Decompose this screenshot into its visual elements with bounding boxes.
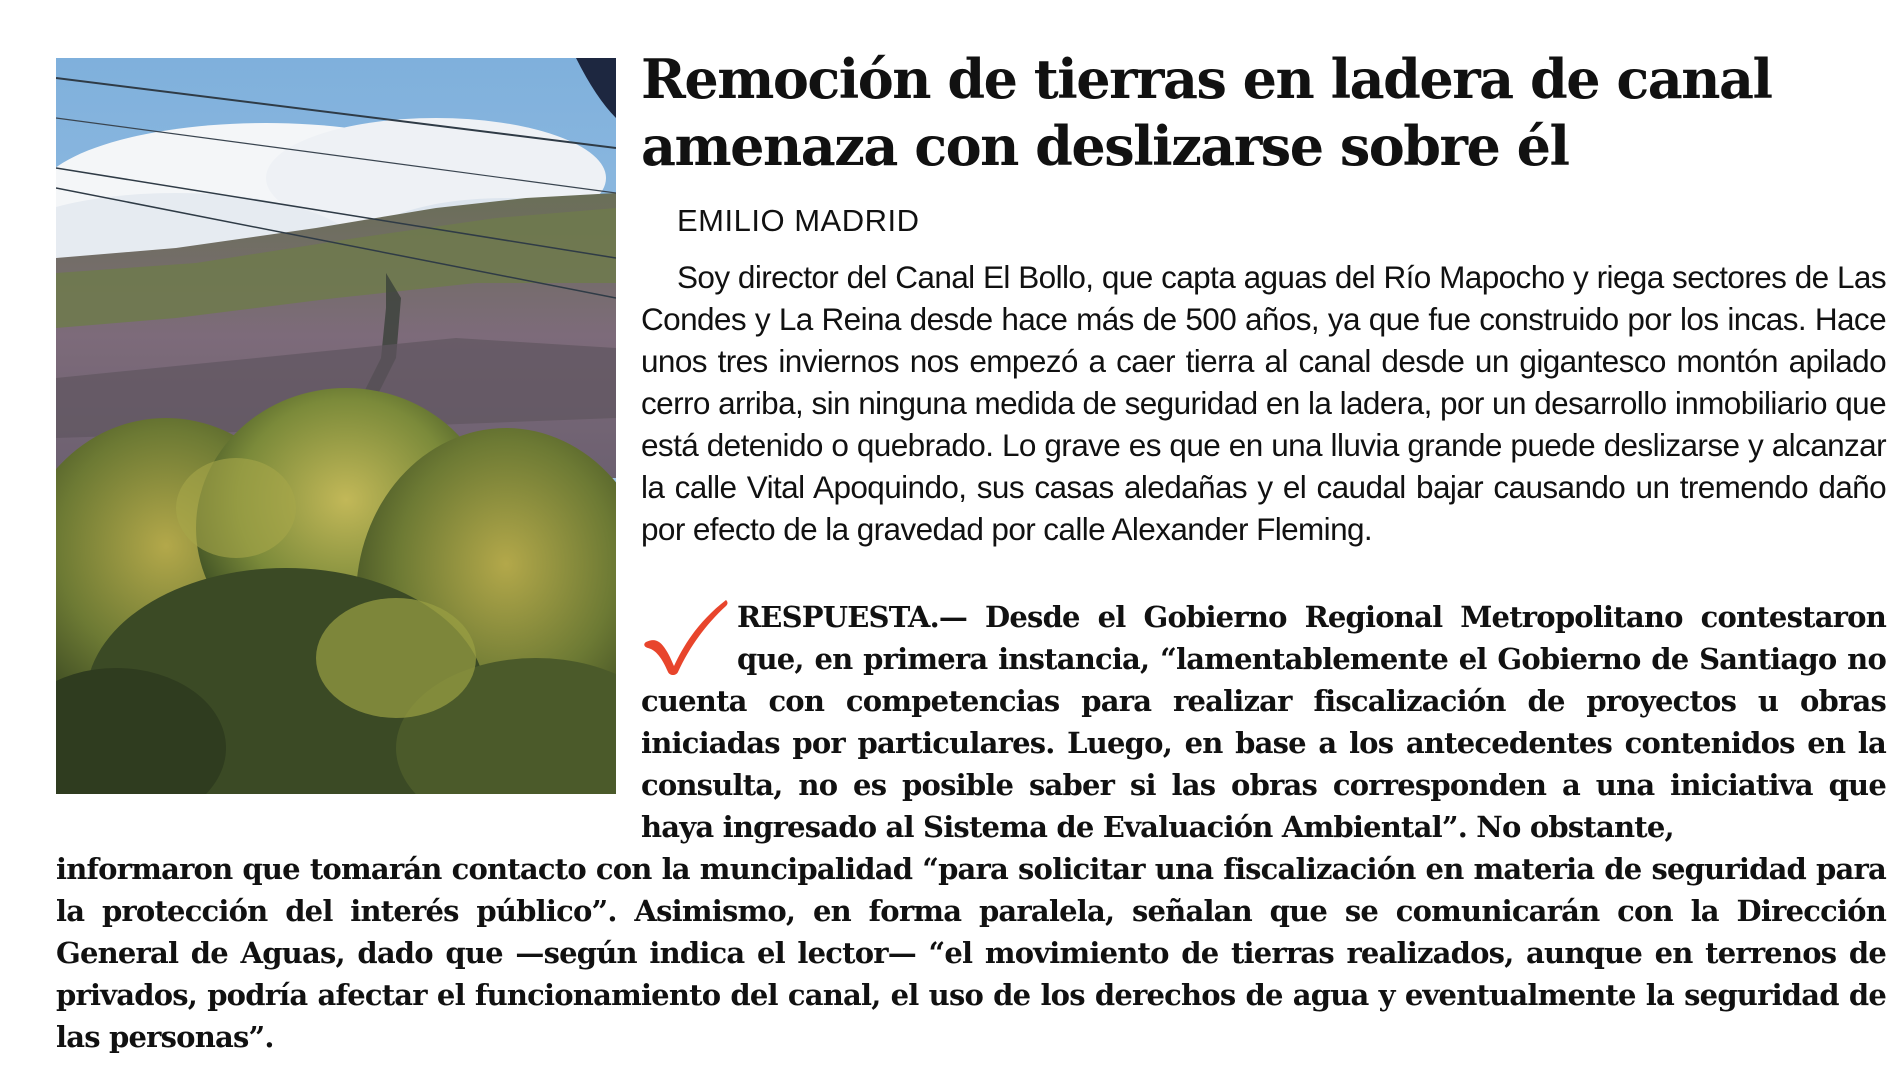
response-text-continued: informaron que tomarán contacto con la muncipalidad “para solicitar una fiscalización en materia de seguridad para la protección del interés público”. Asimismo, en forma paralela, señalan que se comunicarán con la Dirección General de Aguas, dado que —según indica el lector— “el movimiento de tierras realizados, aunque en terrenos de privados, podría afectar el funcionamiento del canal, el uso de los derechos de agua y eventualmente la seguridad de las personas”. [56, 852, 1886, 1054]
response-text [641, 596, 1886, 848]
hillside-photo [56, 58, 616, 794]
response-text-part1: RESPUESTA.— Desde el Gobierno Regional Metropolitano contestaron que, en primera instancia, “lamentablemente el Gobierno de Santiago no cuenta con competencias para realizar fiscalización de proyectos u obras iniciadas por particulares. Luego, en base a los antecedentes contenidos en la consulta, no es posible saber si las obras corresponden a una iniciativa que haya ingresado al Sistema de Evaluación Ambiental”. No obstante, [641, 600, 1886, 844]
headline: Remoción de tierras en ladera de canal amenaza con deslizarse sobre él [641, 47, 1772, 178]
hillside-photo-image [56, 58, 616, 794]
author-byline: EMILIO MADRID [677, 203, 920, 238]
reader-letter: Soy director del Canal El Bollo, que capta aguas del Río Mapocho y riega sectores de Las Condes y La Reina desde hace más de 500 años, ya que fue construido por los incas. Hace unos tres inviernos nos empezó a caer tierra al canal desde un gigantesco montón apilado cerro arriba, sin ninguna medida de seguridad en la ladera, por un desarrollo inmobiliario que está detenido o quebrado. Lo grave es que en una lluvia grande puede deslizarse y alcanzar la calle Vital Apoquindo, sus casas aledañas y el caudal bajar causando un tremendo daño por efecto de la gravedad por calle Alexander Fleming. [641, 259, 1886, 547]
check-spacer [641, 596, 737, 676]
